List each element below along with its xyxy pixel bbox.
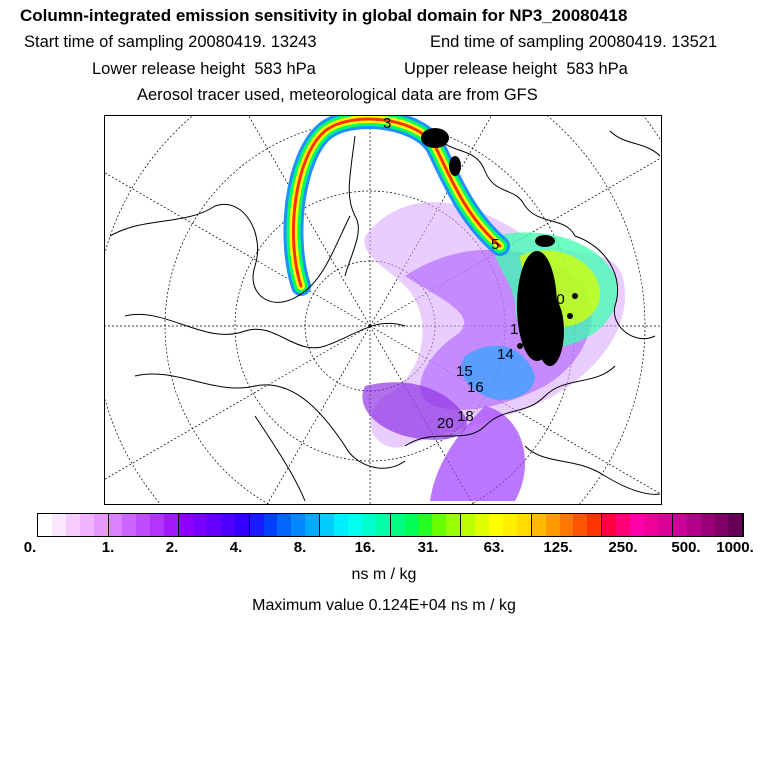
colorbar-cell bbox=[109, 514, 123, 536]
colorbar-cell bbox=[715, 514, 729, 536]
colorbar-cell bbox=[405, 514, 419, 536]
colorbar-cell bbox=[376, 514, 391, 536]
track-label-13: 13 bbox=[510, 321, 527, 338]
colorbar-cell bbox=[701, 514, 715, 536]
colorbar-cell bbox=[630, 514, 644, 536]
colorbar-cell bbox=[179, 514, 193, 536]
colorbar-cell bbox=[80, 514, 94, 536]
emission-sensitivity-map bbox=[105, 116, 662, 505]
colorbar-cell bbox=[122, 514, 136, 536]
colorbar-cell bbox=[602, 514, 616, 536]
colorbar-cell bbox=[362, 514, 376, 536]
colorbar-cell bbox=[560, 514, 574, 536]
colorbar-cell bbox=[432, 514, 446, 536]
start-time-text: Start time of sampling 20080419. 13243 bbox=[24, 33, 317, 51]
chart-title: Column-integrated emission sensitivity in global domain for NP3_20080418 bbox=[20, 6, 628, 25]
colorbar-tick: 31. bbox=[417, 539, 439, 556]
colorbar-cell bbox=[391, 514, 405, 536]
colorbar-cell bbox=[446, 514, 461, 536]
colorbar-cell bbox=[264, 514, 278, 536]
colorbar-cell bbox=[150, 514, 164, 536]
track-label-15: 15 bbox=[456, 363, 473, 380]
colorbar-cell bbox=[221, 514, 235, 536]
colorbar-cell bbox=[461, 514, 475, 536]
colorbar-cell bbox=[489, 514, 503, 536]
colorbar-cell bbox=[616, 514, 630, 536]
colorbar-tick: 16. bbox=[354, 539, 376, 556]
track-label-10: 10 bbox=[548, 291, 565, 308]
colorbar-cell bbox=[658, 514, 673, 536]
track-label-3: 3 bbox=[383, 116, 392, 132]
colorbar-cell bbox=[235, 514, 250, 536]
colorbar-cell bbox=[503, 514, 517, 536]
colorbar-cell bbox=[320, 514, 334, 536]
colorbar-cell bbox=[644, 514, 658, 536]
colorbar-cell bbox=[291, 514, 305, 536]
track-label-14: 14 bbox=[497, 346, 514, 363]
colorbar-tick: 1000. bbox=[716, 539, 754, 556]
colorbar-tick: 1. bbox=[101, 539, 115, 556]
colorbar-tick: 500. bbox=[671, 539, 701, 556]
colorbar-cell bbox=[334, 514, 348, 536]
lower-release-text: Lower release height 583 hPa bbox=[92, 60, 316, 78]
colorbar-cell bbox=[418, 514, 432, 536]
colorbar-tick: 8. bbox=[293, 539, 307, 556]
colorbar-cell bbox=[728, 514, 743, 536]
colorbar-cell bbox=[136, 514, 150, 536]
colorbar-cell bbox=[687, 514, 701, 536]
colorbar-cell bbox=[164, 514, 179, 536]
colorbar-tick: 125. bbox=[543, 539, 573, 556]
end-time-text: End time of sampling 20080419. 13521 bbox=[430, 33, 718, 51]
colorbar-unit-label: ns m / kg bbox=[351, 566, 417, 583]
colorbar-cell bbox=[532, 514, 546, 536]
colorbar-tick: 250. bbox=[608, 539, 638, 556]
maximum-value-label: Maximum value 0.124E+04 ns m / kg bbox=[252, 597, 516, 614]
colorbar-cell bbox=[66, 514, 80, 536]
track-label-20: 20 bbox=[437, 415, 454, 432]
track-label-5: 5 bbox=[491, 236, 500, 253]
tracer-note-text: Aerosol tracer used, meteorological data are from GFS bbox=[137, 86, 538, 104]
colorbar-cell bbox=[207, 514, 221, 536]
colorbar-cell bbox=[305, 514, 320, 536]
colorbar-cell bbox=[52, 514, 66, 536]
colorbar-cell bbox=[673, 514, 687, 536]
colorbar-cell bbox=[94, 514, 109, 536]
colorbar-cell bbox=[193, 514, 207, 536]
colorbar-cell bbox=[475, 514, 489, 536]
colorbar-tick: 0. bbox=[23, 539, 37, 556]
track-label-16: 16 bbox=[467, 379, 484, 396]
colorbar-cell bbox=[348, 514, 362, 536]
colorbar-cell bbox=[546, 514, 560, 536]
colorbar-cell bbox=[277, 514, 291, 536]
colorbar-tick: 4. bbox=[229, 539, 243, 556]
colorbar bbox=[37, 513, 744, 537]
colorbar-cell bbox=[38, 514, 52, 536]
colorbar-tick: 2. bbox=[165, 539, 179, 556]
track-label-18: 18 bbox=[457, 408, 474, 425]
colorbar-cell bbox=[517, 514, 532, 536]
map-panel bbox=[104, 115, 662, 505]
upper-release-text: Upper release height 583 hPa bbox=[404, 60, 628, 78]
colorbar-cell bbox=[573, 514, 587, 536]
colorbar-tick: 63. bbox=[483, 539, 505, 556]
colorbar-cell bbox=[250, 514, 264, 536]
colorbar-cell bbox=[587, 514, 602, 536]
